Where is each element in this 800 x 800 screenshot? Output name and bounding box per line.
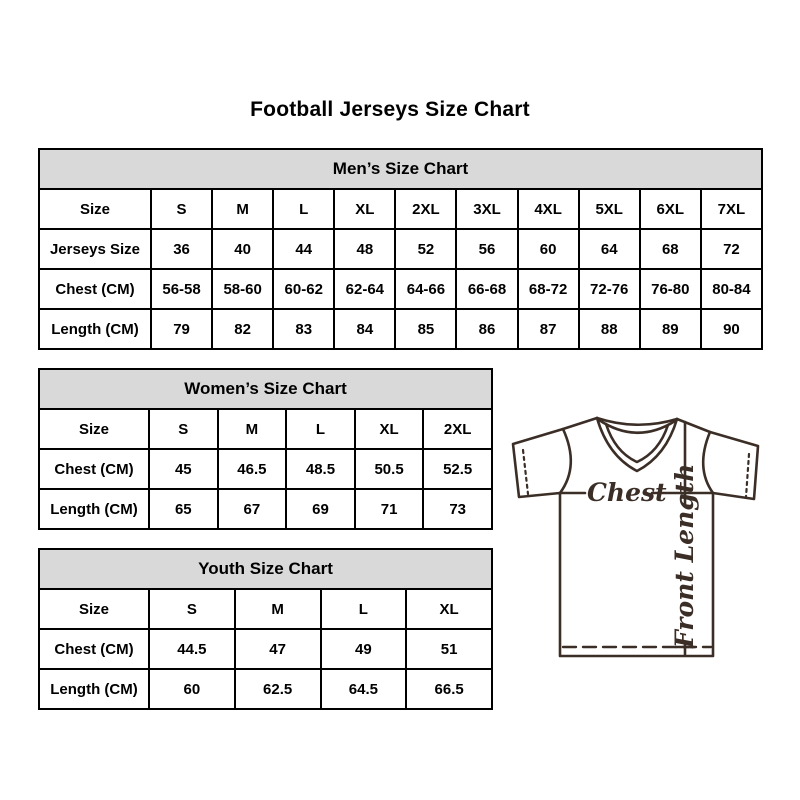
value-cell: 48.5 — [286, 449, 355, 489]
value-cell: 2XL — [423, 409, 492, 449]
jersey-diagram — [505, 398, 775, 670]
womens-table-header-row — [39, 369, 492, 409]
row-label: Chest (CM) — [39, 269, 151, 309]
value-cell: S — [149, 589, 235, 629]
row-label: Length (CM) — [39, 309, 151, 349]
value-cell: XL — [355, 409, 424, 449]
mens-row-length — [39, 309, 762, 349]
value-cell: 72-76 — [579, 269, 640, 309]
value-cell: 90 — [701, 309, 762, 349]
value-cell: 60-62 — [273, 269, 334, 309]
value-cell: 88 — [579, 309, 640, 349]
value-cell: 36 — [151, 229, 212, 269]
youth-table-header-row — [39, 549, 492, 589]
value-cell: 79 — [151, 309, 212, 349]
value-cell: 83 — [273, 309, 334, 349]
right-sleeve-seam — [703, 432, 713, 493]
value-cell: 56-58 — [151, 269, 212, 309]
row-label: Size — [39, 409, 149, 449]
row-label: Length (CM) — [39, 669, 149, 709]
value-cell: 45 — [149, 449, 218, 489]
row-label: Chest (CM) — [39, 629, 149, 669]
value-cell: 52 — [395, 229, 456, 269]
value-cell: 82 — [212, 309, 273, 349]
row-label: Jerseys Size — [39, 229, 151, 269]
value-cell: 50.5 — [355, 449, 424, 489]
womens-size-table — [38, 368, 493, 530]
value-cell: 62-64 — [334, 269, 395, 309]
value-cell: 64 — [579, 229, 640, 269]
value-cell: 60 — [518, 229, 579, 269]
value-cell: 72 — [701, 229, 762, 269]
value-cell: S — [151, 189, 212, 229]
value-cell: 56 — [456, 229, 517, 269]
front-length-label: Front Length — [670, 463, 699, 648]
value-cell: 66-68 — [456, 269, 517, 309]
row-label: Length (CM) — [39, 489, 149, 529]
value-cell: 76-80 — [640, 269, 701, 309]
value-cell: 52.5 — [423, 449, 492, 489]
value-cell: L — [321, 589, 407, 629]
value-cell: 44 — [273, 229, 334, 269]
table-section-header: Women’s Size Chart — [39, 369, 492, 409]
row-label: Size — [39, 189, 151, 229]
jersey-outline — [513, 418, 758, 656]
value-cell: 69 — [286, 489, 355, 529]
value-cell: 47 — [235, 629, 321, 669]
value-cell: 40 — [212, 229, 273, 269]
row-label: Size — [39, 589, 149, 629]
value-cell: M — [218, 409, 287, 449]
left-sleeve-seam — [560, 429, 571, 493]
mens-row-jerseys-size — [39, 229, 762, 269]
value-cell: 89 — [640, 309, 701, 349]
mens-row-size — [39, 189, 762, 229]
youth-row-size — [39, 589, 492, 629]
value-cell: 65 — [149, 489, 218, 529]
row-label: Chest (CM) — [39, 449, 149, 489]
value-cell: 44.5 — [149, 629, 235, 669]
table-section-header: Men’s Size Chart — [39, 149, 762, 189]
value-cell: 71 — [355, 489, 424, 529]
value-cell: 84 — [334, 309, 395, 349]
value-cell: M — [235, 589, 321, 629]
value-cell: 49 — [321, 629, 407, 669]
womens-row-length — [39, 489, 492, 529]
youth-row-length — [39, 669, 492, 709]
value-cell: 51 — [406, 629, 492, 669]
value-cell: L — [286, 409, 355, 449]
value-cell: S — [149, 409, 218, 449]
value-cell: 68 — [640, 229, 701, 269]
value-cell: 80-84 — [701, 269, 762, 309]
value-cell: 64.5 — [321, 669, 407, 709]
value-cell: 6XL — [640, 189, 701, 229]
womens-row-size — [39, 409, 492, 449]
value-cell: 85 — [395, 309, 456, 349]
value-cell: 2XL — [395, 189, 456, 229]
value-cell: 4XL — [518, 189, 579, 229]
value-cell: XL — [406, 589, 492, 629]
value-cell: 86 — [456, 309, 517, 349]
value-cell: 46.5 — [218, 449, 287, 489]
mens-size-table — [38, 148, 763, 350]
value-cell: 7XL — [701, 189, 762, 229]
value-cell: 58-60 — [212, 269, 273, 309]
value-cell: 60 — [149, 669, 235, 709]
value-cell: 66.5 — [406, 669, 492, 709]
value-cell: XL — [334, 189, 395, 229]
value-cell: 73 — [423, 489, 492, 529]
chest-label: Chest — [587, 478, 667, 507]
value-cell: 67 — [218, 489, 287, 529]
value-cell: 62.5 — [235, 669, 321, 709]
page-title: Football Jerseys Size Chart — [250, 98, 530, 121]
mens-table-header-row — [39, 149, 762, 189]
value-cell: 64-66 — [395, 269, 456, 309]
womens-row-chest — [39, 449, 492, 489]
table-section-header: Youth Size Chart — [39, 549, 492, 589]
value-cell: L — [273, 189, 334, 229]
collar-back-arc — [597, 418, 677, 425]
value-cell: 5XL — [579, 189, 640, 229]
value-cell: M — [212, 189, 273, 229]
value-cell: 87 — [518, 309, 579, 349]
value-cell: 3XL — [456, 189, 517, 229]
left-cuff-dotted-line — [523, 450, 528, 494]
youth-size-table — [38, 548, 493, 710]
right-cuff-dotted-line — [746, 454, 749, 497]
mens-row-chest — [39, 269, 762, 309]
youth-row-chest — [39, 629, 492, 669]
value-cell: 68-72 — [518, 269, 579, 309]
value-cell: 48 — [334, 229, 395, 269]
